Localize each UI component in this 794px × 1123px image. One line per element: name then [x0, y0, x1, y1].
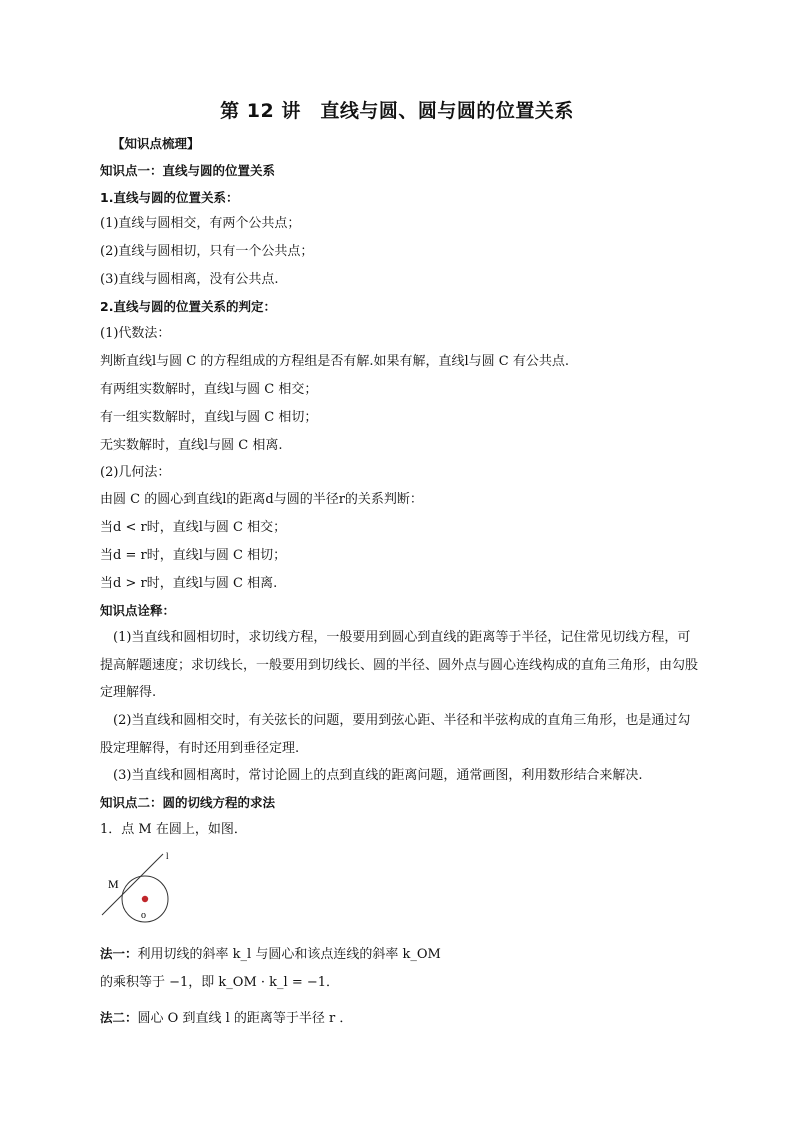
kp2-case1: 1．点 M 在圆上，如图． — [100, 822, 247, 837]
tangent-figure — [98, 846, 198, 930]
note-paragraph-line: (2)当直线和圆相交时，有关弦长的问题，要用到弦心距、半径和半弦构成的直角三角形，也是通过勾 — [113, 713, 691, 728]
algebra-line: 有两组实数解时，直线l与圆 C 相交； — [100, 382, 318, 397]
kp1-heading: 知识点一：直线与圆的位置关系 — [100, 163, 276, 178]
note-heading: 知识点诠释： — [100, 603, 176, 618]
kp1-sub1-item: (1)直线与圆相交，有两个公共点； — [100, 216, 301, 231]
note-paragraph-line: 定理解得. — [100, 685, 157, 700]
algebra-line: 判断直线l与圆 C 的方程组成的方程组是否有解.如果有解，直线l与圆 C 有公共点. — [100, 354, 570, 369]
label-l: l — [166, 851, 169, 861]
note-paragraph-line: 股定理解得，有时还用到垂径定理. — [100, 741, 300, 756]
method1-line — [100, 944, 441, 965]
method1-text: 利用切线的斜率 k_l 与圆心和该点连线的斜率 k_OM — [137, 947, 441, 962]
method1-line2: 的乘积等于 −1，即 k_OM · k_l = −1． — [100, 975, 340, 990]
kp1-sub1-heading: 1.直线与圆的位置关系： — [100, 190, 239, 205]
algebra-line: 无实数解时，直线l与圆 C 相离. — [100, 438, 283, 453]
algebra-line: 有一组实数解时，直线l与圆 C 相切； — [100, 410, 318, 425]
method2-label: 法二： — [100, 1010, 138, 1025]
kp1-sub1-item: (2)直线与圆相切，只有一个公共点； — [100, 244, 314, 259]
geometry-label: (2)几何法： — [100, 465, 171, 480]
algebra-label: (1)代数法： — [100, 326, 171, 341]
geometry-line: 当d < r时，直线l与圆 C 相交； — [100, 520, 287, 535]
kp2-heading: 知识点二：圆的切线方程的求法 — [100, 795, 276, 810]
note-paragraph-line: (3)当直线和圆相离时，常讨论圆上的点到直线的距离问题，通常画图，利用数形结合来解决. — [113, 768, 643, 783]
kp1-sub2-heading: 2.直线与圆的位置关系的判定： — [100, 299, 276, 314]
note-paragraph-line: (1)当直线和圆相切时，求切线方程，一般要用到圆心到直线的距离等于半径，记住常见切线方程，可 — [113, 630, 691, 645]
geometry-line: 由圆 C 的圆心到直线l的距离d与圆的半径r的关系判断： — [100, 492, 423, 507]
label-o: o — [141, 910, 146, 921]
section-header: 【知识点梳理】 — [112, 136, 200, 151]
label-m: M — [108, 877, 119, 891]
note-paragraph-line: 提高解题速度；求切线长，一般要用到切线长、圆的半径、圆外点与圆心连线构成的直角三角形，由勾股 — [100, 658, 699, 673]
geometry-line: 当d > r时，直线l与圆 C 相离. — [100, 576, 278, 591]
kp1-sub1-item: (3)直线与圆相离，没有公共点. — [100, 272, 279, 287]
method2-text: 圆心 O 到直线 l 的距离等于半径 r ． — [137, 1011, 353, 1026]
method2-line — [100, 1008, 352, 1029]
geometry-line: 当d = r时，直线l与圆 C 相切； — [100, 548, 287, 563]
page-title: 第 12 讲 直线与圆、圆与圆的位置关系 — [220, 100, 574, 122]
center-dot — [142, 896, 148, 902]
method1-label: 法一： — [100, 946, 138, 961]
